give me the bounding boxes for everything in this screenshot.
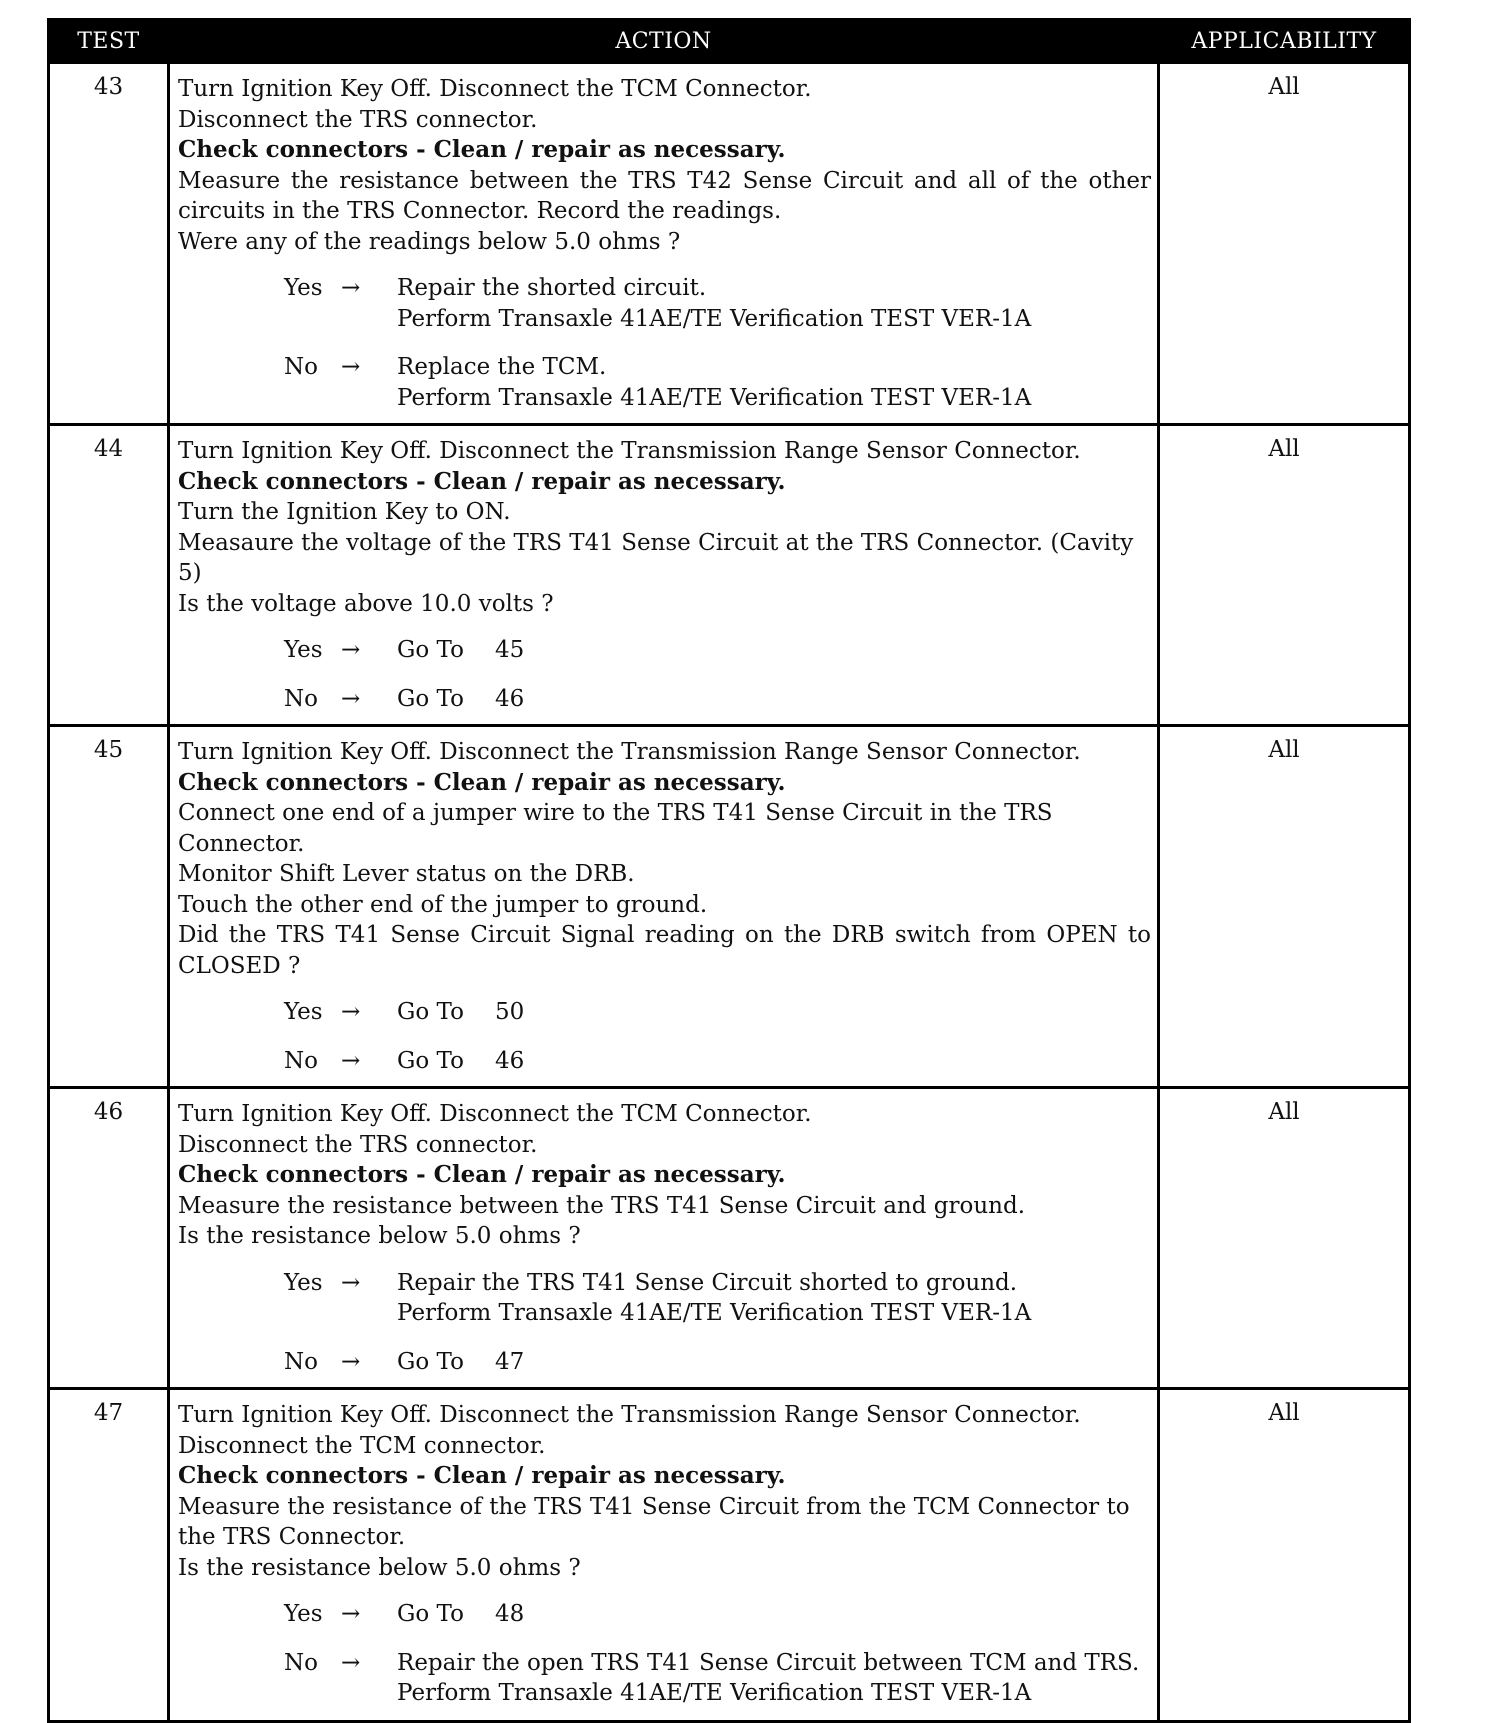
action-cell [169, 63, 1159, 425]
action-line: Touch the other end of the jumper to ground. [178, 891, 708, 918]
goto-text: Go To [397, 1047, 464, 1074]
table-row [49, 63, 1410, 425]
outcome-line: Perform Transaxle 41AE/TE Verification TEST VER-1A [397, 1680, 1032, 1706]
table-row [49, 726, 1410, 1088]
goto-target: 48 [495, 1601, 525, 1627]
goto-target: 47 [495, 1348, 525, 1375]
outcome-yes [284, 1268, 1151, 1329]
outcome-text [397, 684, 1151, 715]
applicability: All [1159, 1088, 1410, 1389]
applicability: All [1159, 63, 1410, 425]
header-action: ACTION [169, 20, 1159, 63]
arrow-icon: → [341, 354, 361, 380]
outcome-text [397, 273, 1151, 334]
applicability: All [1159, 726, 1410, 1088]
outcome-line: Perform Transaxle 41AE/TE Verification TEST VER-1A [397, 1300, 1032, 1326]
action-line: Is the resistance below 5.0 ohms ? [178, 1223, 581, 1249]
outcome-options [178, 997, 1151, 1076]
action-line: Disconnect the TRS connector. [178, 1131, 538, 1158]
header-applicability: APPLICABILITY [1159, 20, 1410, 63]
table-row [49, 425, 1410, 726]
action-line: Is the resistance below 5.0 ohms ? [178, 1554, 581, 1581]
goto-text: Go To [397, 1348, 464, 1375]
action-cell [169, 726, 1159, 1088]
arrow-icon: → [341, 999, 361, 1025]
outcome-options [178, 1268, 1151, 1378]
action-line: Were any of the readings below 5.0 ohms ? [178, 228, 681, 255]
outcome-label: Yes [284, 1269, 323, 1296]
action-line: Turn Ignition Key Off. Disconnect the TCM Connector. [178, 76, 812, 102]
diagnostic-test-table [47, 18, 1411, 1723]
outcome-text [397, 1599, 1151, 1630]
goto-target: 45 [495, 637, 525, 663]
outcome-line: Repair the TRS T41 Sense Circuit shorted to ground. [397, 1269, 1018, 1296]
action-cell [169, 425, 1159, 726]
outcome-no [284, 1046, 1151, 1077]
action-line-emphasis: Check connectors - Clean / repair as necessary. [178, 1161, 786, 1188]
outcome-text [397, 1648, 1151, 1709]
outcome-text [397, 1268, 1151, 1329]
goto-target: 50 [495, 999, 525, 1025]
outcome-label: Yes [284, 999, 323, 1025]
table-row [49, 1389, 1410, 1722]
action-line: Turn the Ignition Key to ON. [178, 499, 511, 525]
action-line-emphasis: Check connectors - Clean / repair as necessary. [178, 136, 786, 163]
action-line: Turn Ignition Key Off. Disconnect the Transmission Range Sensor Connector. [178, 1402, 1081, 1428]
outcome-yes [284, 1599, 1151, 1630]
outcome-text [397, 1347, 1151, 1378]
arrow-icon: → [341, 1601, 361, 1627]
applicability: All [1159, 1389, 1410, 1722]
arrow-icon: → [341, 685, 361, 712]
action-line: Turn Ignition Key Off. Disconnect the Transmission Range Sensor Connector. [178, 438, 1081, 464]
action-line-emphasis: Check connectors - Clean / repair as necessary. [178, 467, 786, 495]
action-line: Turn Ignition Key Off. Disconnect the Transmission Range Sensor Connector. [178, 739, 1081, 765]
outcome-no [284, 1648, 1151, 1709]
action-line-emphasis: Check connectors - Clean / repair as necessary. [178, 1462, 786, 1489]
action-line: Disconnect the TRS connector. [178, 106, 538, 133]
goto-text: Go To [397, 637, 464, 663]
header-test: TEST [49, 20, 169, 63]
outcome-text [397, 1046, 1151, 1077]
action-line: Measure the resistance of the TRS T41 Sense Circuit from the TCM Connector to the TRS Connector. [178, 1493, 1130, 1550]
test-number: 46 [49, 1088, 169, 1389]
outcome-label: No [284, 1047, 318, 1074]
arrow-icon: → [341, 275, 361, 301]
action-line: Turn Ignition Key Off. Disconnect the TCM Connector. [178, 1101, 812, 1127]
action-line: Measaure the voltage of the TRS T41 Sense Circuit at the TRS Connector. (Cavity 5) [178, 529, 1134, 586]
goto-text: Go To [397, 685, 464, 712]
outcome-yes [284, 635, 1151, 666]
arrow-icon: → [341, 1649, 361, 1676]
outcome-text [397, 635, 1151, 666]
goto-target: 46 [495, 685, 525, 712]
outcome-label: Yes [284, 275, 323, 301]
test-number: 43 [49, 63, 169, 425]
goto-text: Go To [397, 1601, 464, 1627]
outcome-label: Yes [284, 637, 323, 663]
outcome-line: Perform Transaxle 41AE/TE Verification TEST VER-1A [397, 384, 1032, 411]
arrow-icon: → [341, 637, 361, 663]
outcome-label: Yes [284, 1601, 323, 1627]
outcome-no [284, 1347, 1151, 1378]
outcome-label: No [284, 685, 318, 712]
arrow-icon: → [341, 1348, 361, 1375]
outcome-no [284, 684, 1151, 715]
outcome-label: No [284, 354, 318, 380]
outcome-yes [284, 273, 1151, 334]
action-cell [169, 1088, 1159, 1389]
action-line: Measure the resistance between the TRS T42 Sense Circuit and all of the other circuits in the TRS Connector. Record the readings. [178, 167, 1151, 224]
applicability: All [1159, 425, 1410, 726]
outcome-label: No [284, 1649, 318, 1676]
action-cell [169, 1389, 1159, 1722]
outcome-options [178, 273, 1151, 413]
outcome-options [178, 1599, 1151, 1709]
outcome-text [397, 352, 1151, 413]
action-line: Connect one end of a jumper wire to the TRS T41 Sense Circuit in the TRS Connector. [178, 800, 1053, 857]
diagnostic-test-table-page [47, 18, 1408, 1723]
arrow-icon: → [341, 1047, 361, 1074]
arrow-icon: → [341, 1269, 361, 1296]
goto-target: 46 [495, 1047, 525, 1074]
outcome-line: Repair the open TRS T41 Sense Circuit between TCM and TRS. [397, 1649, 1140, 1676]
action-line: Disconnect the TCM connector. [178, 1432, 546, 1459]
outcome-yes [284, 997, 1151, 1028]
outcome-label: No [284, 1348, 318, 1375]
test-number: 44 [49, 425, 169, 726]
test-number: 47 [49, 1389, 169, 1722]
action-line: Monitor Shift Lever status on the DRB. [178, 861, 635, 887]
test-number: 45 [49, 726, 169, 1088]
outcome-line: Perform Transaxle 41AE/TE Verification TEST VER-1A [397, 305, 1032, 332]
outcome-line: Repair the shorted circuit. [397, 275, 707, 301]
action-line: Measure the resistance between the TRS T41 Sense Circuit and ground. [178, 1192, 1026, 1219]
table-header [49, 20, 1410, 63]
goto-text: Go To [397, 999, 464, 1025]
outcome-no [284, 352, 1151, 413]
table-row [49, 1088, 1410, 1389]
outcome-line: Replace the TCM. [397, 354, 607, 380]
action-line-emphasis: Check connectors - Clean / repair as necessary. [178, 768, 786, 796]
outcome-options [178, 635, 1151, 714]
outcome-text [397, 997, 1151, 1028]
action-line: Did the TRS T41 Sense Circuit Signal reading on the DRB switch from OPEN to CLOSED ? [178, 922, 1151, 979]
action-line: Is the voltage above 10.0 volts ? [178, 590, 554, 617]
